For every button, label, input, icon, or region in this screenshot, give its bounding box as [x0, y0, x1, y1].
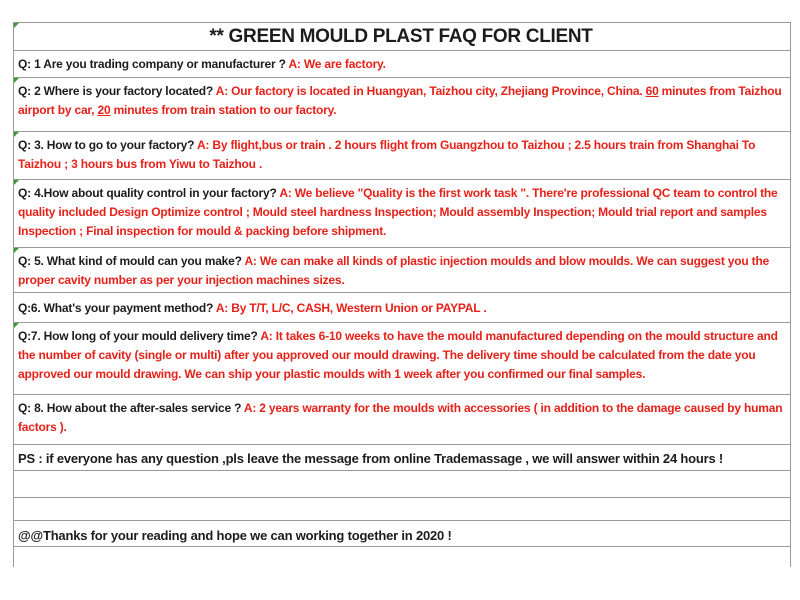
- faq-row-q2: [14, 78, 790, 132]
- thanks-row: [14, 521, 790, 547]
- answer-text: A: Our factory is located in Huangyan, Taizhou city, Zhejiang Province, China.: [215, 84, 646, 98]
- faq-row-q6: [14, 293, 790, 323]
- answer-text: minutes from train station to our factory.: [110, 103, 337, 117]
- ps-row: [14, 445, 790, 471]
- cell-error-marker-icon: [14, 23, 19, 28]
- answer-text: A: By flight,bus or train . 2 hours flight from Guangzhou to Taizhou ; 2.5 hours train from Shanghai To Taizhou ; 3 hours bus from Yiwu to Taizhou .: [18, 138, 756, 171]
- answer-text: A: We believe "Quality is the first work task ". There're professional QC team to control the quality included Design Optimize control ; Mould steel hardness Inspection; Mould assembly Inspection; Mould trial report and samples Inspection ; Final inspection for mould & packing before shipment.: [18, 186, 778, 238]
- cell-error-marker-icon: [14, 180, 19, 185]
- answer-underlined-text: 60: [645, 84, 659, 98]
- cell-error-marker-icon: [14, 248, 19, 253]
- faq-row-q3: [14, 132, 790, 180]
- faq-row-q7: [14, 323, 790, 395]
- answer-text: A: 2 years warranty for the moulds with accessories ( in addition to the damage caused by human factors ).: [18, 401, 783, 434]
- answer-text: minutes from Taizhou airport by car,: [18, 84, 782, 117]
- faq-row-q8: [14, 395, 790, 445]
- cell-error-marker-icon: [14, 78, 19, 83]
- question-text: Q:7. How long of your mould delivery time?: [18, 329, 261, 343]
- faq-row-q5: [14, 248, 790, 293]
- question-text: Q:6. What's your payment method?: [18, 301, 216, 315]
- faq-row-q1: [14, 51, 790, 78]
- title-row: [14, 23, 790, 51]
- empty-row: [14, 471, 790, 498]
- empty-row: [14, 498, 790, 521]
- answer-text: A: It takes 6-10 weeks to have the mould manufactured depending on the mould structure and the number of cavity (single or multi) after you approved our mould drawing. The delivery time should be calculated from the date you approved our mould drawing. We can ship your plastic moulds with 1 week after you confirmed our final samples.: [18, 329, 778, 381]
- answer-text: A: We can make all kinds of plastic injection moulds and blow moulds. We can suggest you the proper cavity number as per your injection machines sizes.: [18, 254, 770, 287]
- answer-text: A: By T/T, L/C, CASH, Western Union or PAYPAL .: [215, 301, 487, 315]
- question-text: Q: 8. How about the after-sales service ?: [18, 401, 244, 415]
- question-text: Q: 5. What kind of mould can you make?: [18, 254, 245, 268]
- cell-error-marker-icon: [14, 132, 19, 137]
- page-title: ** GREEN MOULD PLAST FAQ FOR CLIENT: [209, 26, 593, 47]
- faq-row-q4: [14, 180, 790, 248]
- question-text: Q: 1 Are you trading company or manufacturer ?: [18, 57, 289, 71]
- question-text: Q: 4.How about quality control in your factory?: [18, 186, 280, 200]
- question-text: Q: 2 Where is your factory located?: [18, 84, 216, 98]
- table-tail: [14, 547, 790, 567]
- thanks-text: @@Thanks for your reading and hope we can working together in 2020 !: [18, 528, 452, 543]
- cell-error-marker-icon: [14, 323, 19, 328]
- question-text: Q: 3. How to go to your factory?: [18, 138, 197, 152]
- answer-underlined-text: 20: [97, 103, 111, 117]
- faq-table: [13, 22, 791, 567]
- ps-text: PS : if everyone has any question ,pls leave the message from online Trademassage , we will answer within 24 hours !: [18, 451, 724, 466]
- answer-text: A: We are factory.: [288, 57, 386, 71]
